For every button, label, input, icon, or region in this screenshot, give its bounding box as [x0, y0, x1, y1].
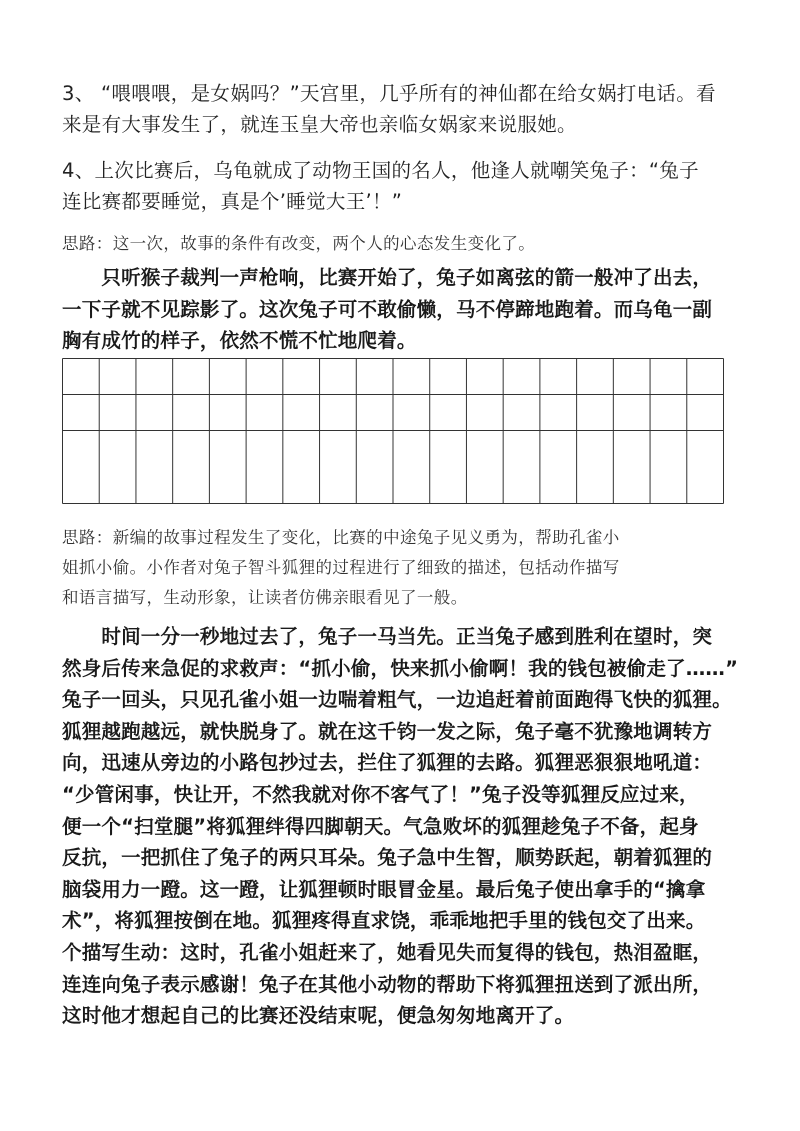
paragraph-2-line: 这时他才想起自己的比赛还没结束呢，便急匆匆地离开了。 [62, 1004, 575, 1028]
paragraph-2-line: 兔子一回头，只见孔雀小姐一边喘着粗气，一边追赶着前面跑得飞快的狐狸。 [62, 688, 732, 712]
paragraph-1-line: 只听猴子裁判一声枪响，比赛开始了，兔子如离弦的箭一般冲了出去， [62, 266, 713, 289]
paragraph-1 [62, 262, 738, 357]
paragraph-2-line: 个描写生动：这时，孔雀小姐赶来了，她看见失而复得的钱包，热泪盈眶， [62, 940, 713, 964]
item-4 [62, 155, 738, 217]
paragraph-2-line: 脑袋用力一蹬。这一蹬，让狐狸顿时眼冒金星。最后兔子使出拿手的“擒拿 [62, 877, 706, 901]
paragraph-2-line: 便一个“扫堂腿”将狐狸绊得四脚朝天。气急败坏的狐狸趁兔子不备，起身 [62, 814, 699, 838]
paragraph-2-line: 时间一分一秒地过去了，兔子一马当先。正当兔子感到胜利在望时，突 [62, 625, 713, 648]
item-3-line: 3、 “喂喂喂，是女娲吗？”天宫里，几乎所有的神仙都在给女娲打电话。看 [62, 82, 716, 105]
paragraph-2-line: 术”，将狐狸按倒在地。狐狸疼得直求饶，乖乖地把手里的钱包交了出来。 [62, 909, 706, 933]
paragraph-2-line: 然身后传来急促的求救声：“抓小偷，快来抓小偷啊！我的钱包被偷走了……” [62, 656, 739, 680]
paragraph-1-line: 胸有成竹的样子，依然不慌不忙地爬着。 [62, 329, 417, 353]
paragraph-2-line: 连连向兔子表示感谢！兔子在其他小动物的帮助下将狐狸扭送到了派出所， [62, 972, 713, 996]
note-2-line: 姐抓小偷。小作者对兔子智斗狐狸的过程进行了细致的描述，包括动作描写 [62, 558, 620, 577]
note-2-line: 和语言描写，生动形象，让读者仿佛亲眼看见了一般。 [62, 588, 468, 607]
note-1-line: 思路：这一次，故事的条件有改变，两个人的心态发生变化了。 [62, 234, 536, 253]
paragraph-2 [62, 621, 738, 1032]
paragraph-2-line: 向，迅速从旁边的小路包抄过去，拦住了狐狸的去路。狐狸恶狠狠地吼道： [62, 751, 713, 775]
paragraph-2-line: “少管闲事，快让开，不然我就对你不客气了！”兔子没等狐狸反应过来， [62, 782, 699, 806]
item-4-line: 连比赛都要睡觉，真是个’睡觉大王’！” [62, 190, 403, 213]
writing-grid [62, 358, 724, 504]
note-2-line: 思路：新编的故事过程发生了变化，比赛的中途兔子见义勇为，帮助孔雀小 [62, 528, 620, 547]
item-3 [62, 78, 738, 140]
note-1 [62, 229, 738, 259]
writing-grid-svg [62, 358, 724, 504]
paragraph-2-line: 狐狸越跑越远，就快脱身了。就在这千钧一发之际，兔子毫不犹豫地调转方 [62, 719, 713, 743]
paragraph-1-line: 一下子就不见踪影了。这次兔子可不敢偷懒，马不停蹄地跑着。而乌龟一副 [62, 297, 713, 321]
item-3-line: 来是有大事发生了，就连玉皇大帝也亲临女娲家来说服她。 [62, 113, 577, 136]
note-2 [62, 523, 738, 613]
item-4-line: 4、上次比赛后，乌龟就成了动物王国的名人，他逢人就嘲笑兔子：“兔子 [62, 159, 699, 182]
paragraph-2-line: 反抗，一把抓住了兔子的两只耳朵。兔子急中生智，顺势跃起，朝着狐狸的 [62, 846, 713, 870]
